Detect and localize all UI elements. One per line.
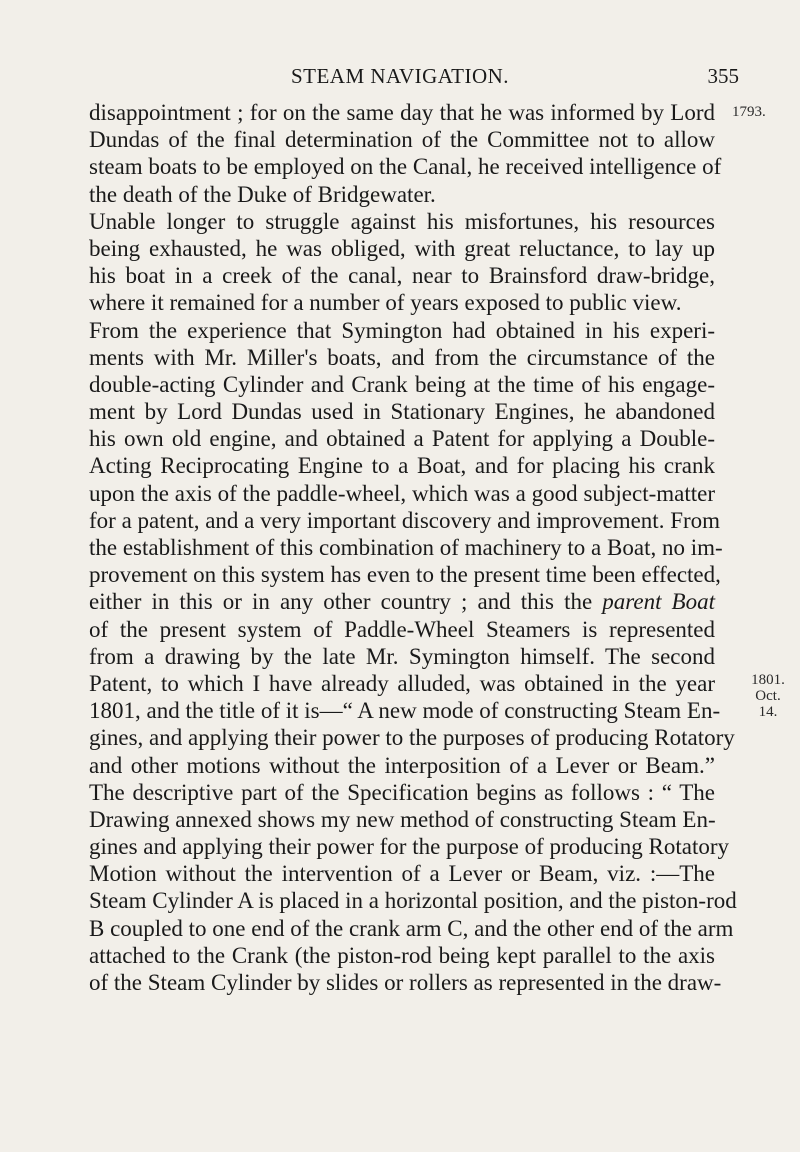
text-line: upon the axis of the paddle-wheel, which was a good subject-matter (89, 480, 715, 506)
text-line: the establishment of this combination of machinery to a Boat, no im- (89, 535, 723, 560)
text-line: Dundas of the final determination of the Committee not to allow (89, 127, 715, 153)
body-text (89, 99, 737, 996)
text-line: gines, and applying their power to the purposes of producing Rotatory (89, 725, 735, 751)
text-line: Drawing annexed shows my new method of constructing Steam En- (89, 806, 716, 832)
text-line: attached to the Crank (the piston-rod being kept parallel to the axis (89, 942, 715, 968)
text-line: From the experience that Symington had obtained in his experi- (89, 317, 715, 343)
text-line: from a drawing by the late Mr. Symington himself. The second (89, 643, 715, 669)
text-line: provement on this system has even to the present time been effected, (89, 562, 721, 588)
text-line: being exhausted, he was obliged, with great reluctance, to lay up (89, 235, 715, 261)
text-line: ment by Lord Dundas used in Stationary Engines, he abandoned (89, 399, 715, 425)
text-line: disappointment ; for on the same day that he was informed by Lord (89, 100, 715, 125)
text-line: Motion without the intervention of a Lever or Beam, viz. :—The (89, 861, 715, 887)
text-line: where it remained for a number of years exposed to public view. (89, 290, 682, 316)
text-line: for a patent, and a very important discovery and improvement. From (89, 507, 721, 533)
text-line: and other motions without the interposition of a Lever or Beam.” (89, 752, 715, 778)
text-line: gines and applying their power for the purpose of producing Rotatory (89, 834, 730, 860)
text-line: 1801, and the title of it is—“ A new mode of constructing Steam En- (89, 698, 721, 724)
text-line: steam boats to be employed on the Canal, he received intelligence of (89, 154, 722, 180)
text-line: The descriptive part of the Specification begins as follows : “ The (89, 779, 715, 805)
text-line: of the present system of Paddle-Wheel Steamers is represented (89, 616, 715, 642)
text-line: his boat in a creek of the canal, near to Brainsford draw-bridge, (89, 263, 715, 289)
text-line-with-italic (89, 588, 715, 615)
margin-note-date-1801 (748, 672, 788, 720)
margin-note-year-1801: 1801. (751, 672, 785, 688)
text-line: Patent, to which I have already alluded, was obtained in the year (89, 670, 715, 696)
running-title: STEAM NAVIGATION. (290, 64, 510, 88)
text-segment: either in this or in any other country ; and this the (89, 589, 593, 615)
text-line: Steam Cylinder A is placed in a horizontal position, and the piston-rod (89, 888, 737, 914)
page-header (0, 64, 800, 94)
text-line: his own old engine, and obtained a Patent for applying a Double- (89, 426, 715, 452)
margin-note-oct-14: Oct. 14. (755, 688, 781, 720)
page-number: 355 (707, 64, 739, 88)
text-line: double-acting Cylinder and Crank being at the time of his engage- (89, 371, 715, 397)
margin-note-year-1793: 1793. (732, 104, 766, 120)
text-line: Acting Reciprocating Engine to a Boat, and for placing his crank (89, 453, 715, 479)
text-line: the death of the Duke of Bridgewater. (89, 181, 436, 207)
text-line: ments with Mr. Miller's boats, and from the circumstance of the (89, 344, 715, 370)
text-line: of the Steam Cylinder by slides or rollers as represented in the draw- (89, 970, 722, 995)
italic-phrase-parent-boat: parent Boat (602, 589, 715, 615)
text-line: Unable longer to struggle against his misfortunes, his resources (89, 208, 715, 234)
text-line: B coupled to one end of the crank arm C, and the other end of the arm (89, 915, 734, 941)
